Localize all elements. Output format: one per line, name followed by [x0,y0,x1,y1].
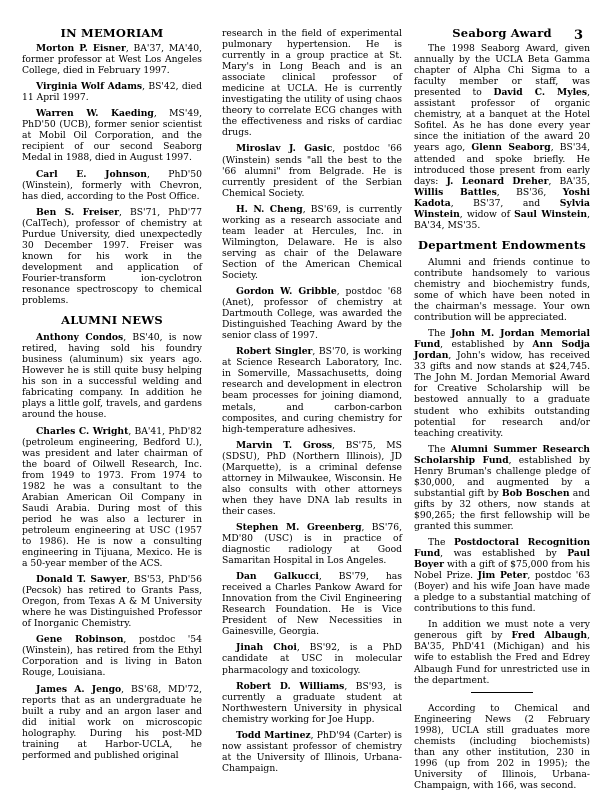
entry-text: , BS'53, PhD'56 (Pecsok) has retired to Grants Pass, Oregon, from Texas A & M University where he was Distinguished Professor of Inorganic Chemistry. [22,574,202,630]
endowments-intro: Alumni and friends continue to contribute handsomely to various chemistry and biochemistry funds, some of which have been noted in the chairman's message. Your own contribution will be appreciated. [414,256,590,324]
entry-text: , BS'40, is now retired, having sold his foundry business (aluminum) six years ago. However he is still quite busy helping his son in a successful welding and fabricating company. In addition he plays a little golf, travels, and gardens around the house. [22,332,202,421]
alumni-news-entry [222,286,402,341]
person-name: H. N. Cheng [236,203,303,215]
text-run: In addition we must note a very generous gift by [414,619,590,642]
text-run: , BA'35, [548,175,591,187]
text-run: , BA'34, MS'35. [414,208,590,231]
bold-name: Paul Boyer [414,548,590,571]
bold-name: J. Leonard Dreher [446,175,549,187]
entry-text: , BS'75, MS (SDSU), PhD (Northern Illinois), JD (Marquette), is a criminal defense attorney in Milwaukee, Wisconsin. He also consults with other attorneys when they have DNA lab results in their cases. [222,439,402,517]
memoriam-list [22,43,202,306]
alumni-news-entry [22,634,202,678]
person-name: Carl E. Johnson [36,168,147,180]
alumni-news-heading: ALUMNI NEWS [61,313,163,328]
entry-text: , BS'70, is working at Science Research Laboratory, Inc. in Somerville, Massachusetts, doing research and development in electron beam processes for joining diamond, metals, and carbon-carbon composites, and curing chemistry for high-temperature adhesives. [222,346,402,435]
jordan-fund-paragraph [414,328,590,438]
person-name: Robert Singler [236,346,313,358]
entry-text: , BS'69, is currently working as a research associate and team leader at Hercules, Inc. in Wilmington, Delaware. He is also serving as chair of the Delaware Section of the American Chemical Society. [222,203,402,281]
person-name: Ben S. Freiser [36,206,119,218]
column-2 [222,28,402,779]
entry-text: , postdoc '54 (Winstein), has retired from the Ethyl Corporation and is living in Baton Rouge, Louisiana. [22,634,202,679]
entry-text: , BS'71, PhD'77 (CalTech), professor of chemistry at Purdue University, died unexpectedly 30 December 1997. Freiser was known for his work in the development and application of Fourier-transform ion-cyclotron resonance spectroscopy to chemical problems. [22,206,202,307]
person-name: Donald T. Sawyer [36,574,127,586]
entry-text: , MS'49, PhD'50 (UCB), former senior scientist at Mobil Oil Corporation, and the recipient of our second Seaborg Medal in 1988, died in August 1997. [22,108,202,164]
continued-paragraph: research in the field of experimental pulmonary hypertension. He is currently in a group practice at St. Mary's in Long Beach and is an associate clinical professor of medicine at UCLA. He is currently investigating the utility of using chaos theory to correlate ECG changes with the effectiveness and risks of cardiac drugs. [222,28,402,139]
bold-name: Willis Battles [414,186,497,198]
bold-name: David C. Myles [493,87,588,99]
alumni-news-entry [222,204,402,281]
bold-name: Alumni Summer Research Scholarship Fund [414,443,590,466]
text-run: , John's widow, has received 33 gifts and now stands at $24,745. The John M. Jordan Memorial Award for Creative Scholarship will be bestowed annually to a graduate student who exhibits outstanding potential for research and/or teaching creativity. [414,350,590,439]
person-name: Miroslav J. Gasic [236,143,333,155]
alumni-news-entry [222,681,402,725]
alumni-news-entry [22,332,202,420]
alumni-news-entry [22,574,202,629]
entry-text: , BS'92, is a PhD candidate at USC in molecular pharmacology and toxicology. [222,642,402,676]
bold-name: Postdoctoral Recognition Fund [414,537,591,560]
person-name: Virginia Wolf Adams [36,81,143,93]
entry-text: , BS'79, has received a Charles Pankow Award for Innovation from the Civil Engineering Research Foundation. He is Vice President of New Necessities in Gainesville, Georgia. [222,571,402,638]
alumni-news-entry [222,522,402,566]
text-run: , was established by [440,548,568,560]
bold-name: Bob Boschen [501,487,570,499]
seaborg-paragraph [414,43,590,231]
in-memoriam-heading: IN MEMORIAM [60,26,164,40]
bold-name: Glenn Seaborg [471,142,551,154]
column-3 [414,28,590,796]
person-name: Gordon W. Gribble [236,286,337,298]
entry-text: , postdoc '68 (Anet), professor of chemistry at Dartmouth College, was awarded the Distinguished Teaching Award by the senior class of 1997. [222,286,402,342]
section-divider [471,692,533,693]
text-run: , BS'36, [496,186,563,198]
entry-text: , BS'76, MD'80 (USC) is in practice of diagnostic radiology at Good Samaritan Hospital in Los Angeles. [222,521,402,567]
person-name: Marvin T. Gross [236,439,333,451]
alumni-news-list-2 [222,143,402,773]
person-name: Jinah Choi [236,642,297,654]
albaugh-paragraph [414,619,590,685]
bold-name: Yoshi Kadota [414,186,591,209]
bold-name: John M. Jordan Memorial Fund [414,328,591,351]
person-name: Todd Martinez [236,729,311,741]
alumni-news-entry [222,143,402,198]
entry-text: , BS'68, MD'72, reports that as an undergraduate he built a ruby and an argon laser and did initial work on microscopic holography. During his post-MD training at Harbor-UCLA, he performed and published original [22,683,202,761]
column-1 [22,28,202,766]
bold-name: Ann Sodja Jordan [414,339,590,362]
entry-text: , PhD'94 (Carter) is now assistant professor of chemistry at the University of Illinois, Urbana-Champaign. [222,729,402,774]
text-run: , widow of [459,208,515,220]
entry-text: , postdoc '66 (Winstein) sends "all the best to the '66 alumni" from Belgrade. He is currently president of the Serbian Chemical Society. [222,143,402,199]
person-name: James A. Jengo [36,683,122,695]
seaborg-award-heading: Seaborg Award [452,26,552,40]
bold-name: Sylvia Winstein [414,197,590,220]
postdoc-fund-paragraph [414,537,590,614]
memoriam-entry [22,43,202,76]
endowments-heading: Department Endowments [418,237,586,252]
person-name: Anthony Condos [36,332,124,344]
text-run: The [428,537,454,549]
entry-text: , BS'93, is currently a graduate student at Northwestern University in physical chemistry working for Joe Hupp. [222,680,402,725]
bold-name: Jim Peter [477,570,528,582]
alumni-news-entry [222,440,402,517]
person-name: Robert D. Williams [236,680,345,692]
text-run: , postdoc '63 (Boyer) and his wife Joan have made a pledge to a substantial matching of contributions to this fund. [414,570,590,615]
entry-text: , BA'41, PhD'82 (petroleum engineering, Bedford U.), was president and later chairman of the board of Oilwell Research, Inc. from 1949 to 1973. From 1974 to 1982 he was a consultant to the Arabian American Oil Company in Saudi Arabia. During most of this period he was also a lecturer in petroleum engineering at USC (1957 to 1986). He is now a consulting engineering in Tijuana, Mexico. He is a 50-year member of the ACS. [22,425,202,570]
alumni-news-list-1 [22,332,202,761]
bold-name: Saul Winstein [514,208,588,220]
bold-name: Fred Albaugh [511,630,588,642]
person-name: Stephen M. Greenberg [236,521,362,533]
person-name: Gene Robinson [36,634,124,646]
text-run: , established by [440,339,533,351]
alumni-news-entry [222,642,402,675]
text-run: , established by Henry Bruman's challenge pledge of $30,000, and augmented by a substantial gift by [414,454,590,499]
text-run: and gifts by 32 others, now stands at $90,265; the first fellowship will be granted this summer. [414,487,590,532]
memoriam-entry [22,207,202,306]
person-name: Warren W. Kaeding [36,108,154,120]
memoriam-entry [22,108,202,163]
entry-text: , PhD'50 (Winstein), formerly with Chevron, has died, according to the Post Office. [22,168,202,202]
alumni-fund-paragraph [414,444,590,532]
text-run: The 1998 Seaborg Award, given annually by the UCLA Beta Gamma chapter of Alpha Chi Sigma to a faculty member or staff, was presented to [414,43,590,99]
closing-paragraph: According to Chemical and Engineering News (2 February 1998), UCLA still graduates more chemists (including biochemists) than any other institution, 230 in 1996 (up from 202 in 1995); the University of Illinois, Urbana-Champaign, with 166, was second. [414,702,590,791]
memoriam-entry [22,81,202,103]
text-run: The [428,328,452,340]
text-run: , BS'37, and [450,197,560,209]
alumni-news-entry [222,571,402,637]
alumni-news-entry [22,684,202,761]
alumni-news-entry [222,730,402,774]
text-run: , BA'35, PhD'41 (Michigan) and his wife to establish the Fred and Edrey Albaugh Fund for unrestricted use in the department. [414,630,590,686]
text-run: The [428,443,451,455]
person-name: Charles C. Wright [36,425,129,437]
person-name: Dan Galkucci [236,571,319,583]
page-number: 3 [574,28,584,43]
alumni-news-entry [222,346,402,434]
text-run: , assistant professor of organic chemistry, at a banquet at the Hotel Sofitel. As he has done every year since the initiation of the award 20 years ago, [414,87,590,154]
text-run: with a gift of $75,000 from his Nobel Prize. [414,559,590,582]
text-run: , BS'34, attended and spoke briefly. He introduced those present from early days: [414,142,590,187]
person-name: Morton P. Eisner [36,43,126,55]
entry-text: , BS'42, died 11 April 1997. [22,81,202,104]
alumni-news-entry [22,426,202,570]
entry-text: , BA'37, MA'40, former professor at West Los Angeles College, died in February 1997. [22,43,203,77]
memoriam-entry [22,169,202,202]
